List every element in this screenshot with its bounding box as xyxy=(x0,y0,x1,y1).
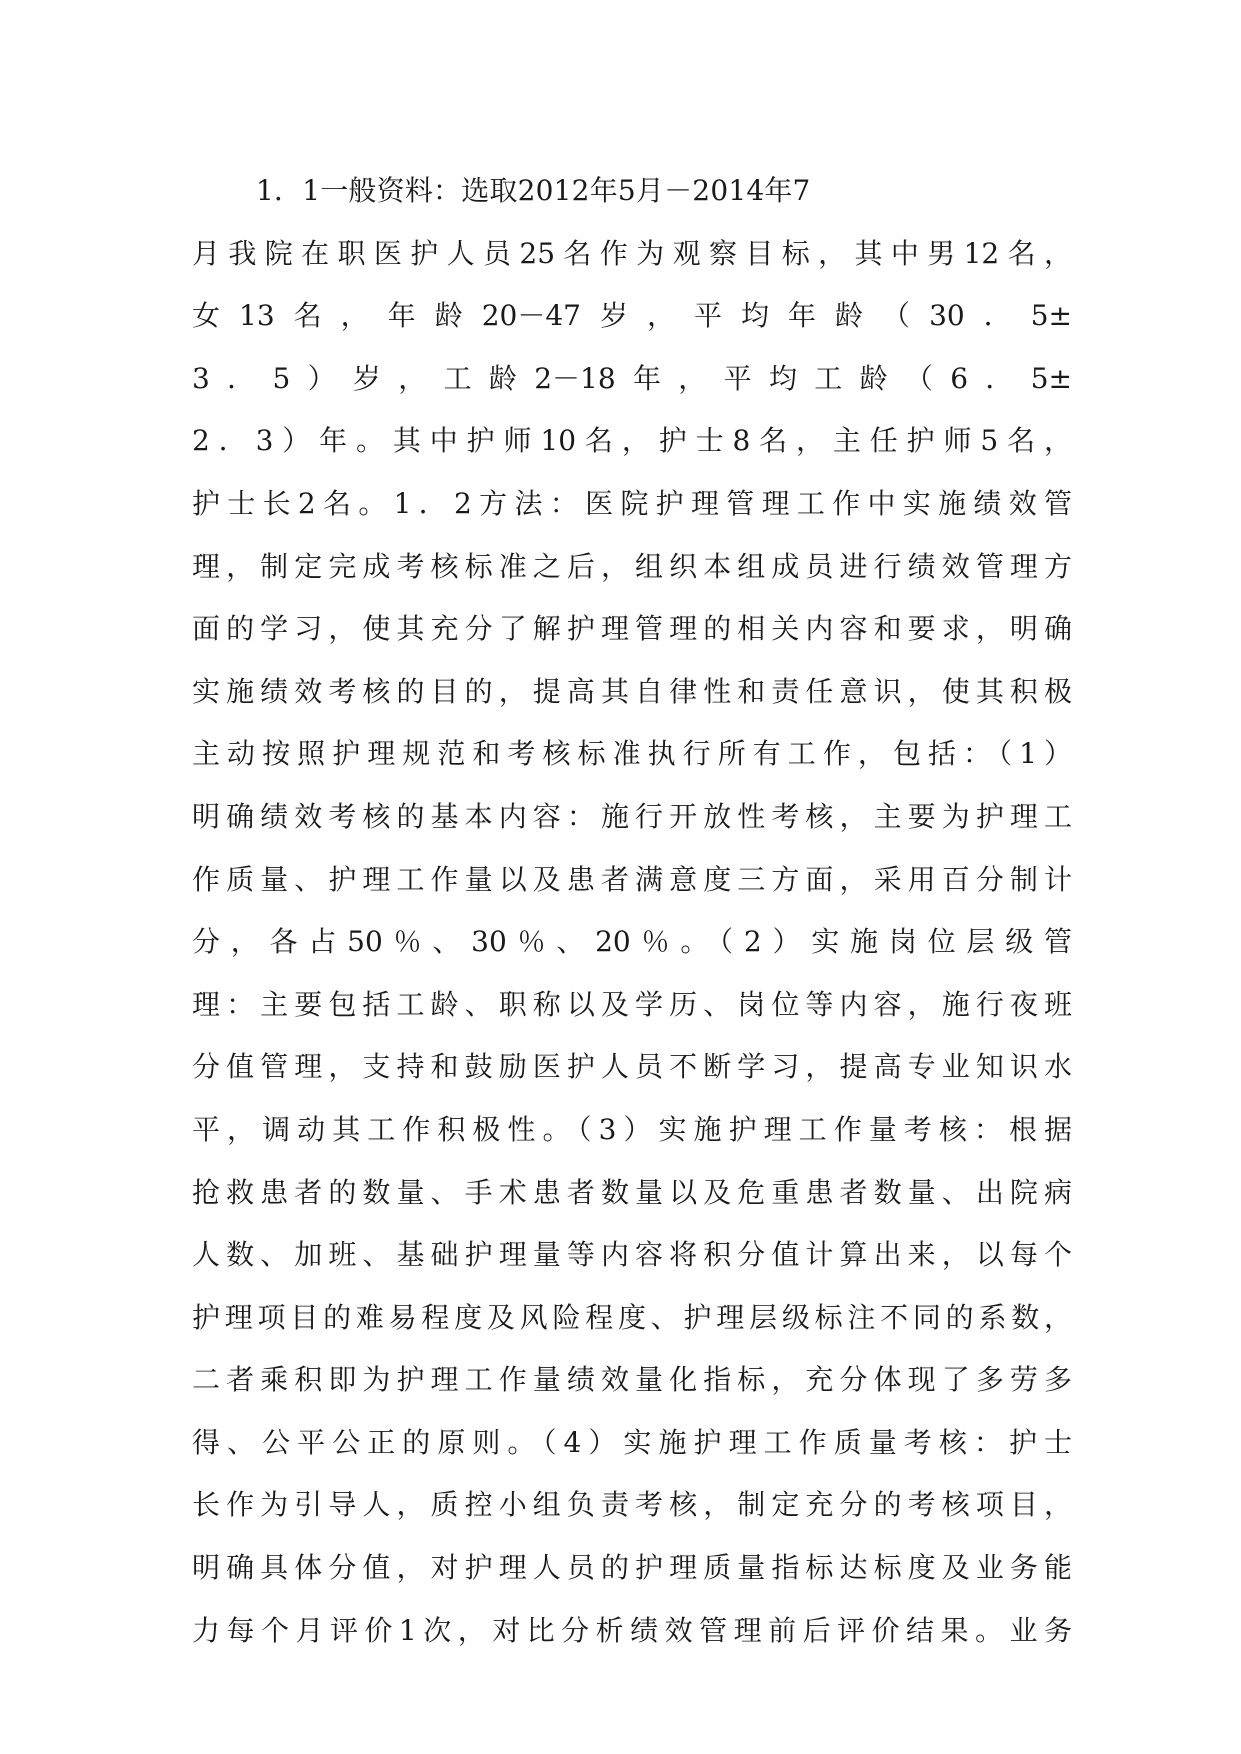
text-line: 平，调动其工作积极性。（3）实施护理工作量考核：根据 xyxy=(192,1112,1072,1146)
text-line: 1．1一般资料：选取2012年5月－2014年7 xyxy=(256,174,811,207)
text-line: 分，各占50％、30％、20％。（2）实施岗位层级管 xyxy=(192,925,1072,959)
text-line: 月我院在职医护人员25名作为观察目标，其中男12名， xyxy=(192,236,1072,270)
text-line: 明确绩效考核的基本内容：施行开放性考核，主要为护理工 xyxy=(192,799,1072,833)
text-line: 得、公平公正的原则。（4）实施护理工作质量考核：护士 xyxy=(192,1425,1072,1459)
text-line: 明确具体分值，对护理人员的护理质量指标达标度及业务能 xyxy=(192,1551,1072,1585)
text-line: 3．5）岁，工龄2－18年，平均工龄（6．5± xyxy=(192,361,1072,395)
text-line: 护士长2名。1．2方法：医院护理管理工作中实施绩效管 xyxy=(192,486,1072,520)
text-line: 理：主要包括工龄、职称以及学历、岗位等内容，施行夜班 xyxy=(192,987,1072,1021)
text-line: 实施绩效考核的目的，提高其自律性和责任意识，使其积极 xyxy=(192,674,1072,708)
text-line: 护理项目的难易程度及风险程度、护理层级标注不同的系数， xyxy=(192,1300,1072,1334)
text-line: 二者乘积即为护理工作量绩效量化指标，充分体现了多劳多 xyxy=(192,1363,1072,1397)
text-line: 2．3）年。其中护师10名，护士8名，主任护师5名， xyxy=(192,424,1072,458)
body-paragraph xyxy=(192,160,1072,1662)
text-line: 人数、加班、基础护理量等内容将积分值计算出来，以每个 xyxy=(192,1238,1072,1272)
text-line: 作质量、护理工作量以及患者满意度三方面，采用百分制计 xyxy=(192,862,1072,896)
text-line: 力每个月评价1次，对比分析绩效管理前后评价结果。业务 xyxy=(192,1613,1072,1647)
text-line: 主动按照护理规范和考核标准执行所有工作，包括：（1） xyxy=(192,737,1072,771)
text-line: 长作为引导人，质控小组负责考核，制定充分的考核项目， xyxy=(192,1488,1072,1522)
text-line: 抢救患者的数量、手术患者数量以及危重患者数量、出院病 xyxy=(192,1175,1072,1209)
text-line: 理，制定完成考核标准之后，组织本组成员进行绩效管理方 xyxy=(192,549,1072,583)
text-line: 分值管理，支持和鼓励医护人员不断学习，提高专业知识水 xyxy=(192,1050,1072,1084)
text-line: 面的学习，使其充分了解护理管理的相关内容和要求，明确 xyxy=(192,612,1072,646)
text-line: 女13名，年龄20－47岁，平均年龄（30．5± xyxy=(192,299,1072,333)
